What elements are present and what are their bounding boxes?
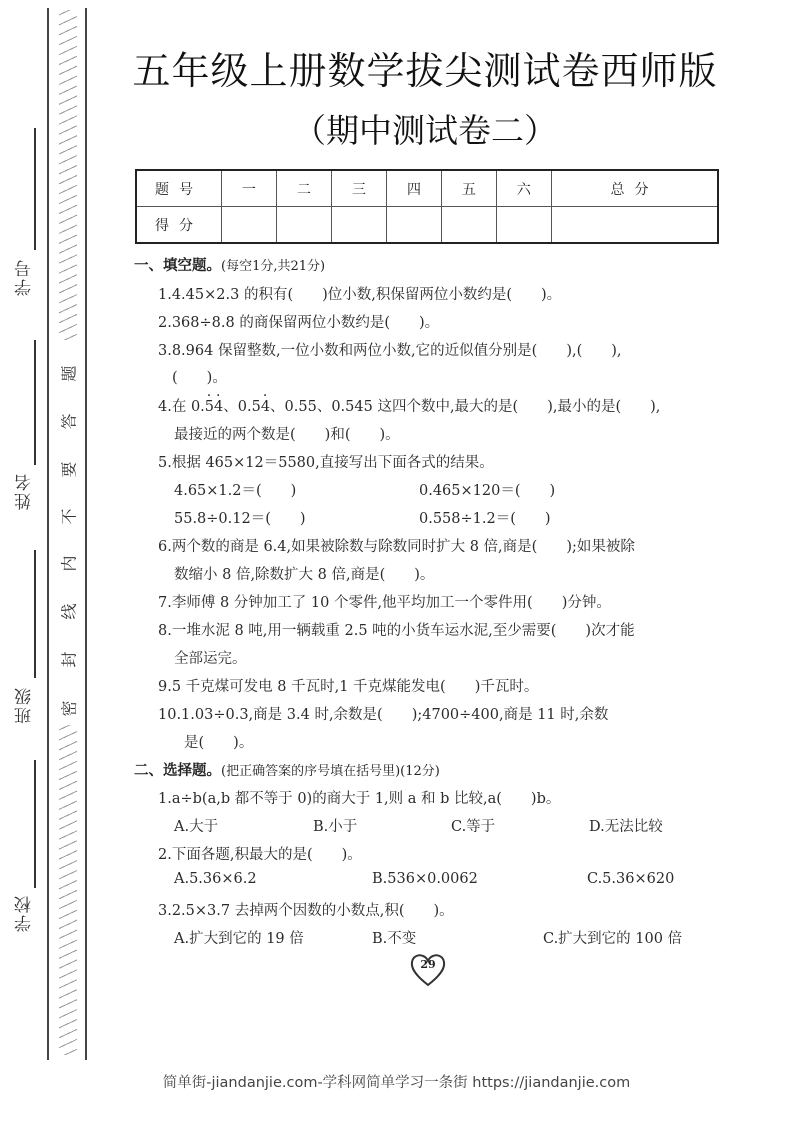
class-label: 班级	[15, 686, 35, 724]
seal-char: 题	[59, 365, 79, 382]
score-header-cell: 题号	[136, 170, 222, 207]
name-label: 姓名	[15, 472, 35, 510]
section-1-heading	[134, 254, 325, 275]
seal-char: 封	[59, 651, 79, 668]
strip-hatch-bottom	[59, 725, 77, 1055]
question-1-5-b: 0.465×120＝( )	[419, 483, 556, 499]
page-number: 29	[420, 958, 436, 971]
student-id-line	[34, 128, 36, 250]
question-1-6-line1: 6.两个数的商是 6.4,如果被除数与除数同时扩大 8 倍,商是( );如果被除	[158, 539, 635, 555]
score-header-cell: 六	[496, 170, 551, 207]
student-id-label: 学号	[15, 258, 35, 296]
score-header-cell: 一	[222, 170, 277, 207]
option: D.无法比较	[589, 819, 663, 835]
footer-watermark: 简单街-jiandanjie.com-学科网简单学习一条街 https://jiandanjie.com	[162, 1075, 631, 1091]
q4-rest: 、0.55、0.545 这四个数中,最大的是( ),最小的是( ),	[270, 399, 661, 415]
q4-prefix: 4.在 0.	[158, 399, 205, 415]
question-1-5-a: 4.65×1.2＝( )	[174, 483, 297, 499]
score-cell[interactable]	[496, 207, 551, 244]
score-row-label: 得分	[136, 207, 222, 244]
question-2-3: 3.2.5×3.7 去掉两个因数的小数点,积( )。	[158, 903, 454, 919]
question-1-8-line2: 全部运完。	[174, 651, 247, 667]
page-title: 五年级上册数学拔尖测试卷西师版	[132, 49, 718, 93]
strip-inner-line	[85, 8, 87, 1060]
score-cell[interactable]	[276, 207, 331, 244]
q4-repeating-digit: · 4	[261, 399, 270, 415]
question-2-1: 1.a÷b(a,b 都不等于 0)的商大于 1,则 a 和 b 比较,a( )b。	[158, 791, 561, 807]
question-1-7: 7.李师傅 8 分钟加工了 10 个零件,他平均加工一个零件用( )分钟。	[158, 595, 611, 611]
seal-char: 答	[59, 413, 79, 430]
score-table-header-row	[136, 170, 718, 207]
score-header-cell: 总分	[551, 170, 718, 207]
score-cell[interactable]	[386, 207, 441, 244]
school-label: 学校	[15, 894, 35, 932]
score-cell[interactable]	[222, 207, 277, 244]
option: C.等于	[451, 819, 496, 835]
option: B.不变	[372, 931, 417, 947]
class-line	[34, 550, 36, 678]
q4-repeating-digit: · 5	[205, 399, 214, 415]
option: C.扩大到它的 100 倍	[543, 931, 683, 947]
seal-char: 线	[59, 603, 79, 620]
question-1-3-line1: 3.8.964 保留整数,一位小数和两位小数,它的近似值分别是( ),( ),	[158, 343, 622, 359]
question-1-4-line2: 最接近的两个数是( )和( )。	[174, 427, 400, 443]
seal-char: 密	[59, 700, 79, 717]
q4-mid: 、0.5	[223, 399, 261, 415]
question-2-2: 2.下面各题,积最大的是( )。	[158, 847, 362, 863]
option: B.小于	[313, 819, 358, 835]
option: A.大于	[174, 819, 219, 835]
score-cell[interactable]	[331, 207, 386, 244]
option: A.5.36×6.2	[174, 871, 257, 887]
score-header-cell: 二	[276, 170, 331, 207]
section-2-title: 二、选择题。	[134, 763, 221, 779]
score-cell[interactable]	[551, 207, 718, 244]
option: B.536×0.0062	[372, 871, 478, 887]
q4-repeating-digit: · 4	[214, 399, 223, 415]
question-1-3-line2: ( )。	[172, 370, 227, 386]
score-header-cell: 三	[331, 170, 386, 207]
score-header-cell: 五	[441, 170, 496, 207]
question-1-10-line2: 是( )。	[184, 735, 254, 751]
option: A.扩大到它的 19 倍	[174, 931, 304, 947]
question-1-9: 9.5 千克煤可发电 8 千瓦时,1 千克煤能发电( )千瓦时。	[158, 679, 539, 695]
school-line	[34, 760, 36, 888]
name-line	[34, 340, 36, 465]
section-2-note: (把正确答案的序号填在括号里)(12分)	[221, 764, 440, 779]
strip-hatch-top	[59, 10, 77, 340]
score-header-cell: 四	[386, 170, 441, 207]
score-table	[135, 169, 719, 244]
question-1-10-line1: 10.1.03÷0.3,商是 3.4 时,余数是( );4700÷400,商是 11 时,余数	[158, 707, 609, 723]
seal-char: 不	[59, 508, 79, 525]
question-1-5-c: 55.8÷0.12＝( )	[174, 511, 306, 527]
question-1-5-d: 0.558÷1.2＝( )	[419, 511, 551, 527]
section-1-note: (每空1分,共21分)	[221, 259, 326, 274]
score-table-score-row	[136, 207, 718, 244]
question-1-2: 2.368÷8.8 的商保留两位小数约是( )。	[158, 315, 440, 331]
question-1-1: 1.4.45×2.3 的积有( )位小数,积保留两位小数约是( )。	[158, 287, 562, 303]
question-1-8-line1: 8.一堆水泥 8 吨,用一辆载重 2.5 吨的小货车运水泥,至少需要( )次才能	[158, 623, 635, 639]
seal-char: 内	[59, 555, 79, 572]
score-cell[interactable]	[441, 207, 496, 244]
seal-char: 要	[59, 461, 79, 478]
question-1-4-line1	[158, 395, 660, 416]
section-2-heading	[134, 759, 440, 780]
section-1-title: 一、填空题。	[134, 258, 221, 274]
strip-outer-line	[47, 8, 49, 1060]
page-subtitle: （期中测试卷二）	[293, 111, 557, 150]
question-1-5: 5.根据 465×12＝5580,直接写出下面各式的结果。	[158, 455, 494, 471]
question-1-6-line2: 数缩小 8 倍,除数扩大 8 倍,商是( )。	[174, 567, 435, 583]
option: C.5.36×620	[587, 871, 675, 887]
